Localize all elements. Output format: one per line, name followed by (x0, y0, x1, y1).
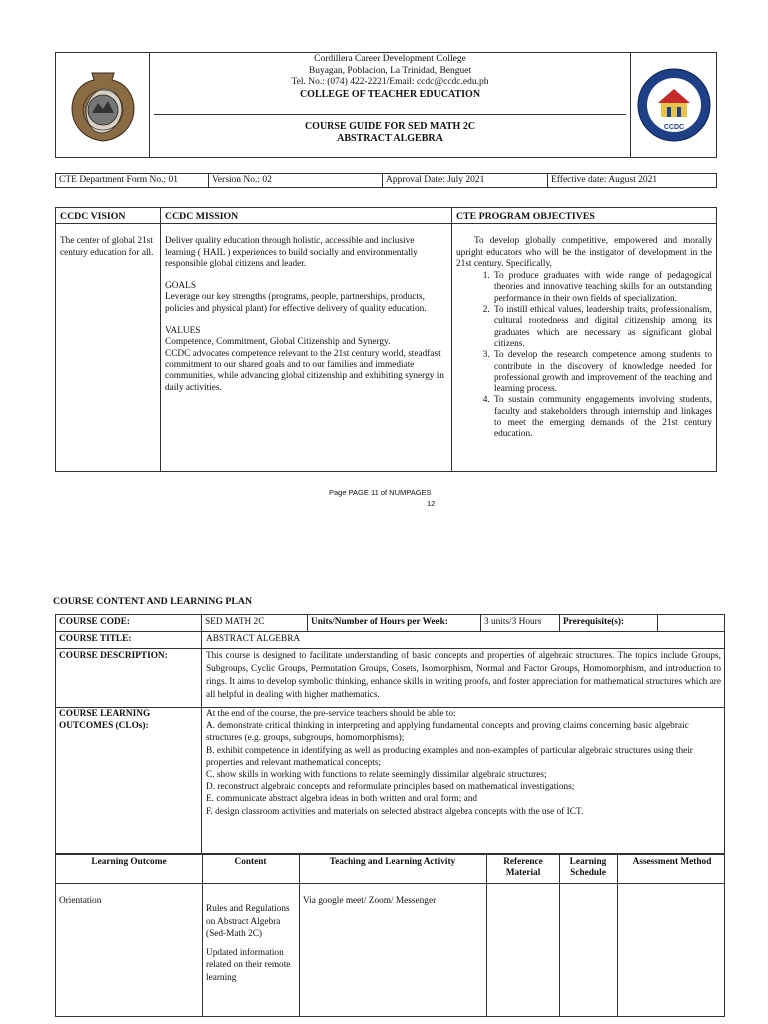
section-title: COURSE CONTENT AND LEARNING PLAN (53, 596, 253, 607)
college-seal-logo (56, 53, 150, 157)
clo-item: E. communicate abstract algebra ideas in both written and oral form; and (206, 794, 478, 805)
prerequisite-value (658, 615, 726, 631)
teacher-education-logo (630, 53, 716, 157)
header-center (150, 53, 630, 157)
goals-heading: GOALS (165, 281, 196, 292)
form-number: CTE Department Form No.: 01 (56, 174, 209, 187)
institution-address: Buyagan, Poblacion, La Trinidad, Benguet (308, 65, 472, 76)
course-guide-title (150, 121, 630, 145)
header-activity: Teaching and Learning Activity (329, 857, 456, 867)
vision-column (56, 208, 161, 471)
objective-item: 3. To develop the research competence among students to contribute in the discovery of knowledge needed for professional growth and improvement of the teaching and learning process. (492, 350, 712, 395)
column-divider (486, 854, 487, 1016)
objectives-list (476, 271, 712, 440)
header-content: Content (234, 857, 267, 867)
institution-name: Cordillera Career Development College (314, 54, 466, 64)
course-description-row (56, 649, 724, 708)
guide-title-line1: COURSE GUIDE FOR SED MATH 2C (304, 121, 476, 132)
course-outcomes-list (202, 708, 724, 818)
course-code-label: COURSE CODE: (56, 615, 202, 631)
effective-date: Effective date: August 2021 (551, 175, 658, 185)
mission-column (161, 208, 452, 471)
header-reference: Reference Material (503, 857, 543, 879)
header-learning-outcome: Learning Outcome (91, 857, 167, 867)
content-item: Rules and Regulations on Abstract Algebra (Sed-Math 2C) (206, 904, 290, 939)
row-learning-outcome: Orientation (59, 896, 102, 906)
column-divider (202, 854, 203, 1016)
clo-item: D. reconstruct algebraic concepts and reformulate principles based on mathematical investigations; (206, 782, 575, 793)
vision-heading: CCDC VISION (60, 211, 126, 222)
values-heading: VALUES (165, 326, 201, 337)
form-info-row (55, 173, 717, 188)
units-value: 3 units/3 Hours (481, 615, 560, 631)
values-text: CCDC advocates competence relevant to the 21st century world, steadfast commitment to our shared goals and to our families and immediate communities, while advancing global citizenship and exhibiting synergy in daily activities. (165, 348, 444, 393)
mission-text: Deliver quality education through holistic, accessible and inclusive learning ( HAIL ) experiences to build socially and environmentally responsible global citizens and leader. (165, 236, 418, 269)
course-code-row (56, 615, 724, 632)
course-outcomes-row (56, 708, 724, 854)
page-footer-line2: 12 (427, 499, 436, 508)
approval-date: Approval Date: July 2021 (383, 174, 548, 187)
course-outcomes-label: COURSE LEARNING OUTCOMES (CLOs): (56, 708, 202, 854)
row-content (206, 903, 294, 984)
course-title-row (56, 632, 724, 649)
objective-item: 2. To instill ethical values, leadership traits, professionalism, cultural rootedness and digital citizenship among its graduates which are necessary as significant global citizens. (492, 305, 712, 350)
college-name: COLLEGE OF TEACHER EDUCATION (299, 88, 481, 100)
content-item: Updated information related on their remote learning (206, 947, 291, 983)
clo-intro: At the end of the course, the pre-service teachers should be able to: (206, 709, 456, 719)
page-footer (329, 487, 469, 509)
clo-item: C. show skills in working with functions to relate seemingly dissimilar algebraic structures; (206, 770, 547, 781)
page-footer-line1: Page PAGE 11 of NUMPAGES (329, 488, 432, 497)
mission-heading: CCDC MISSION (165, 211, 239, 222)
course-info-table (55, 614, 725, 855)
column-divider (617, 854, 618, 1016)
guide-title-line2: ABSTRACT ALGEBRA (337, 133, 443, 144)
column-divider (559, 854, 560, 1016)
clo-item: B. exhibit competence in identifying as well as producing examples and non-examples of particular algebraic structures using their properties and relevant mathematical concepts; (206, 745, 693, 768)
document-header (55, 52, 717, 158)
prerequisite-label: Prerequisite(s): (560, 615, 658, 631)
course-description-value: This course is designed to facilitate understanding of basic concepts and properties of algebraic structures. The topics include Groups, Subgroups, Cyclic Groups, Permutation Groups, Cosets, Isomorphism, Normal and Factor Groups, Homomorphism, and introduction to rings. It aims to develop symbolic thinking, enhance skills in writing proofs, and foster appreciation for mathematical structures which are all helpful in dealing with higher mathematics. (206, 651, 721, 700)
course-code-value: SED MATH 2C (202, 615, 308, 631)
learning-plan-table (55, 853, 725, 1017)
institution-contact: Tel. No.: (074) 422-2221/Email: ccdc@ccdc.edu.ph (291, 77, 489, 87)
jar-seal-icon (56, 53, 150, 157)
row-activity: Via google meet/ Zoom/ Messenger (303, 896, 437, 906)
objectives-intro: To develop globally competitive, empowered and morally upright educators who will be the instigator of development in the 21st century. Specifically, (456, 236, 712, 269)
header-divider (154, 114, 626, 115)
course-description-label: COURSE DESCRIPTION: (56, 649, 202, 707)
seal-text: CCDC (663, 124, 685, 131)
goals-text: Leverage our key strengths (programs, people, partnerships, products, policies and physical plant) for effective delivery of quality education. (165, 292, 427, 314)
column-divider (299, 854, 300, 1016)
header-schedule: Learning Schedule (569, 857, 607, 879)
vision-text: The center of global 21st century education for all. (60, 236, 154, 258)
course-title-label: COURSE TITLE: (56, 632, 202, 648)
objective-item: 1. To produce graduates with wide range of pedagogical theories and innovative teaching skills for an outstanding performance in their own fields of specialization. (492, 271, 712, 305)
objectives-heading: CTE PROGRAM OBJECTIVES (456, 211, 595, 222)
values-line: Competence, Commitment, Global Citizenship and Synergy. (165, 337, 391, 348)
objectives-column (452, 208, 716, 471)
clo-item: F. design classroom activities and materials on selected abstract algebra concepts with the use of ICT. (206, 806, 584, 817)
version-number: Version No.: 02 (209, 174, 383, 187)
units-label: Units/Number of Hours per Week: (308, 615, 481, 631)
objective-item: 4. To sustain community engagements involving students, faculty and stakeholders through internship and linkages to meet the emerging demands of the 21st century education. (492, 395, 712, 440)
header-assessment: Assessment Method (632, 857, 712, 867)
vision-mission-table (55, 207, 717, 472)
clo-item: A. demonstrate critical thinking in interpreting and applying fundamental concepts and proving claims concerning basic algebraic structures (e.g. groups, subgroups, homomorphisms); (206, 721, 689, 744)
course-title-value: ABSTRACT ALGEBRA (206, 634, 301, 644)
cte-seal-icon (631, 53, 717, 157)
